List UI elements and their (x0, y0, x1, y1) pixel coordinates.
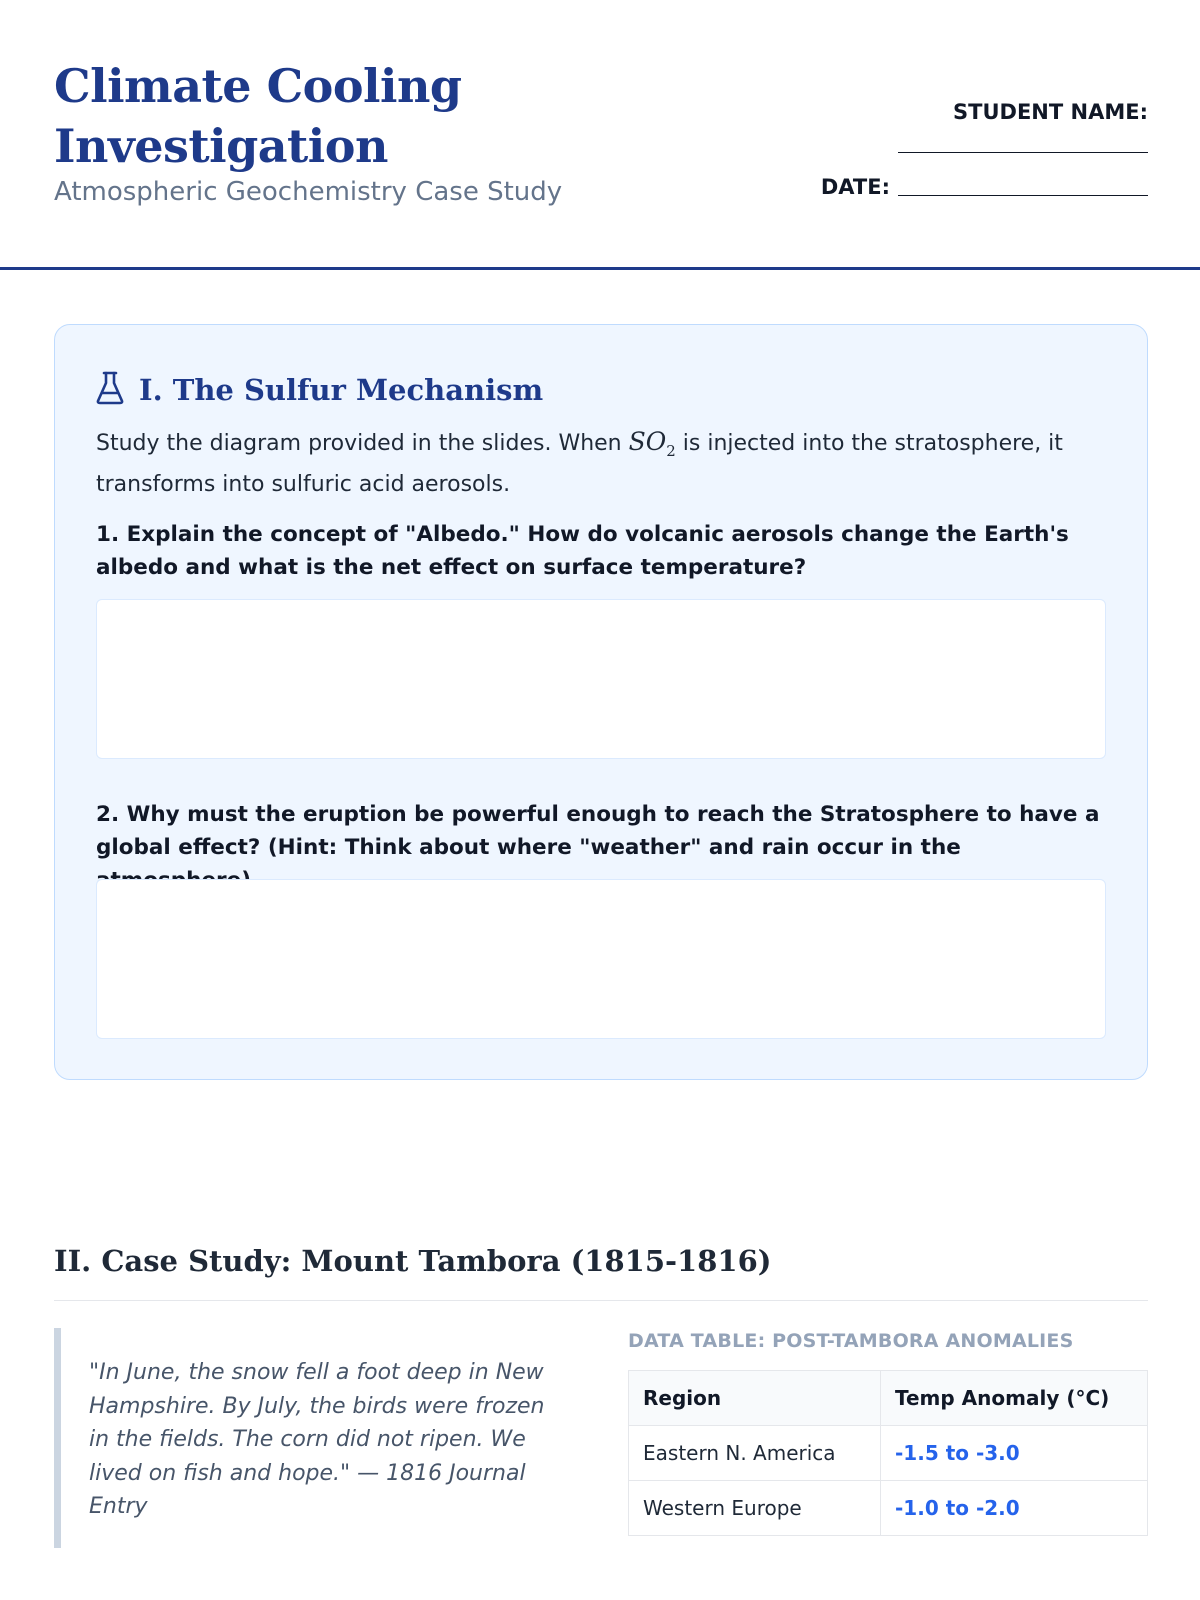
student-name-label: STUDENT NAME: (953, 100, 1148, 124)
column-header-region: Region (629, 1371, 881, 1426)
flask-icon (95, 371, 139, 409)
page-subtitle: Atmospheric Geochemistry Case Study (54, 177, 563, 207)
answer-box-1[interactable] (96, 599, 1106, 759)
anomaly-cell: -1.0 to -2.0 (881, 1481, 1148, 1536)
page-title: Climate Cooling Investigation (54, 59, 462, 173)
question-2-keyword: Stratosphere (819, 802, 980, 827)
student-info-block (808, 100, 1148, 199)
date-label: DATE: (820, 175, 890, 199)
anomaly-cell: -1.5 to -3.0 (881, 1426, 1148, 1481)
student-name-field[interactable] (898, 152, 1148, 153)
answer-box-2[interactable] (96, 879, 1106, 1039)
section-title: I. The Sulfur Mechanism (139, 373, 544, 407)
region-cell: Eastern N. America (629, 1426, 881, 1481)
anomaly-table (628, 1370, 1148, 1536)
journal-quote: "In June, the snow fell a foot deep in New Hampshire. By July, the birds were frozen in the fields. The corn did not ripen. We lived on fish and hope." — 1816 Journal Entry (54, 1328, 554, 1548)
intro-text-end: is injected into the stratosphere, it transforms into sulfuric acid aerosols. (96, 431, 1063, 497)
region-cell: Western Europe (629, 1481, 881, 1536)
question-2-end: to have a global effect? (Hint: Think about where "weather" and rain occur in the (96, 802, 1100, 860)
table-header-row (629, 1371, 1148, 1426)
question-1: 1. Explain the concept of "Albedo." How do volcanic aerosols change the Earth's albedo and what is the net effect on surface temperature? (96, 522, 1069, 580)
table-row (629, 1426, 1148, 1481)
table-caption: DATA TABLE: POST-TAMBORA ANOMALIES (628, 1330, 1074, 1352)
section-heading (95, 371, 543, 409)
table-row (629, 1481, 1148, 1536)
worksheet-header (0, 0, 1200, 270)
column-header-anomaly: Temp Anomaly (°C) (881, 1371, 1148, 1426)
intro-text-start: Study the diagram provided in the slides. When (96, 431, 629, 456)
date-field[interactable] (898, 194, 1148, 196)
so2-formula (628, 427, 676, 460)
sulfur-mechanism-card (54, 324, 1148, 1080)
intro-text (96, 425, 1106, 501)
date-row (808, 175, 1148, 199)
formula-subscript: 2 (666, 442, 676, 460)
case-study-title: II. Case Study: Mount Tambora (1815-1816) (54, 1244, 772, 1278)
question-2-start: 2. Why must the eruption be powerful enough to reach the (96, 802, 820, 827)
formula-base: SO (628, 427, 667, 456)
section-divider (54, 1300, 1148, 1301)
